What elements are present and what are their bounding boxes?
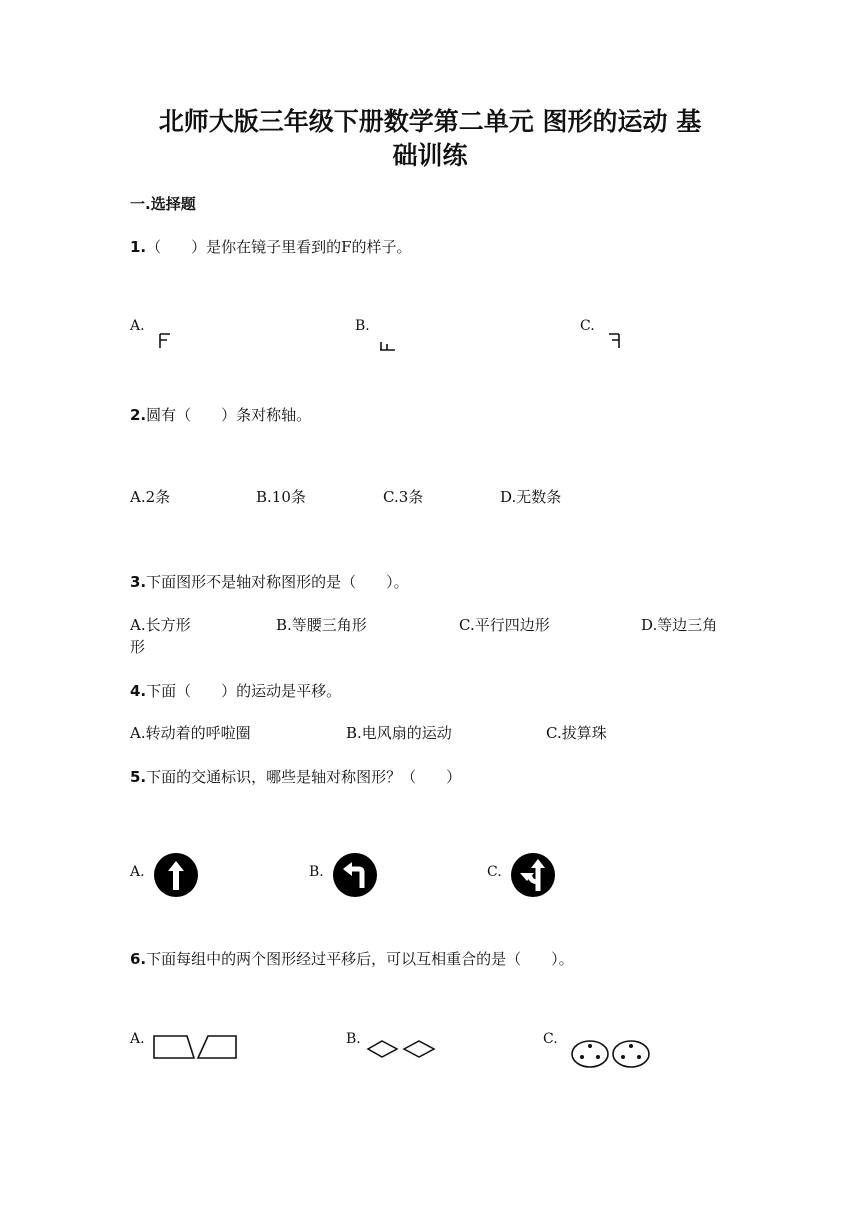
circle-dots-pair-icon[interactable] <box>570 1038 652 1070</box>
q2-option-a[interactable]: A.2条 <box>130 488 171 506</box>
q3-option-c[interactable]: C.平行四边形 <box>459 616 550 634</box>
question-3 <box>130 571 409 592</box>
question-4 <box>130 680 341 701</box>
letter-f-mirrored-icon[interactable] <box>608 333 622 349</box>
question-6-text: 下面每组中的两个图形经过平移后，可以互相重合的是（ ）。 <box>146 950 574 968</box>
section-header: 一.选择题 <box>130 195 196 213</box>
q4-option-b[interactable]: B.电风扇的运动 <box>346 724 452 742</box>
q3-option-a[interactable]: A.长方形 <box>130 616 191 634</box>
q3-option-d-wrap[interactable]: 形 <box>130 638 146 656</box>
q4-option-c[interactable]: C.拔算珠 <box>546 724 607 742</box>
page-title-line2: 础训练 <box>392 141 468 170</box>
q2-option-c[interactable]: C.3条 <box>383 488 424 506</box>
question-5 <box>130 766 461 787</box>
q1-option-c-label[interactable]: C. <box>580 318 595 334</box>
trapezoid-pair-icon[interactable] <box>152 1034 240 1060</box>
q3-option-d[interactable]: D.等边三角 <box>641 616 718 634</box>
q6-option-b-label[interactable]: B. <box>346 1031 361 1047</box>
question-5-text: 下面的交通标识，哪些是轴对称图形？（ ） <box>146 768 462 786</box>
question-1 <box>130 236 412 257</box>
q3-option-b[interactable]: B.等腰三角形 <box>276 616 367 634</box>
q2-option-d[interactable]: D.无数条 <box>500 488 562 506</box>
turn-left-sign-icon[interactable] <box>332 852 378 898</box>
question-2-number: 2. <box>130 406 147 424</box>
q5-option-a-label[interactable]: A. <box>130 864 145 880</box>
q5-option-c-label[interactable]: C. <box>487 864 502 880</box>
arrow-up-sign-icon[interactable] <box>153 852 199 898</box>
question-3-text: 下面图形不是轴对称图形的是（ ）。 <box>146 573 409 591</box>
q6-option-a-label[interactable]: A. <box>130 1031 145 1047</box>
question-1-text: （ ）是你在镜子里看到的F的样子。 <box>146 238 412 256</box>
q5-option-b-label[interactable]: B. <box>309 864 324 880</box>
question-6-number: 6. <box>130 950 147 968</box>
letter-f-rotated-icon[interactable] <box>378 338 398 352</box>
q6-option-c-label[interactable]: C. <box>543 1031 558 1047</box>
rhombus-pair-icon[interactable] <box>366 1039 438 1059</box>
q1-option-a-label[interactable]: A. <box>130 318 145 334</box>
question-1-number: 1. <box>130 238 147 256</box>
page-title-line1: 北师大版三年级下册数学第二单元 图形的运动 基 <box>158 107 702 136</box>
question-4-text: 下面（ ）的运动是平移。 <box>146 682 342 700</box>
question-3-number: 3. <box>130 573 147 591</box>
q1-option-b-label[interactable]: B. <box>355 318 370 334</box>
straight-or-left-sign-icon[interactable] <box>510 852 556 898</box>
letter-f-normal-icon[interactable] <box>158 333 172 349</box>
question-6 <box>130 948 574 969</box>
question-2-text: 圆有（ ）条对称轴。 <box>146 406 312 424</box>
question-5-number: 5. <box>130 768 147 786</box>
question-4-number: 4. <box>130 682 147 700</box>
q4-option-a[interactable]: A.转动着的呼啦圈 <box>130 724 251 742</box>
q2-option-b[interactable]: B.10条 <box>256 488 306 506</box>
question-2 <box>130 404 311 425</box>
